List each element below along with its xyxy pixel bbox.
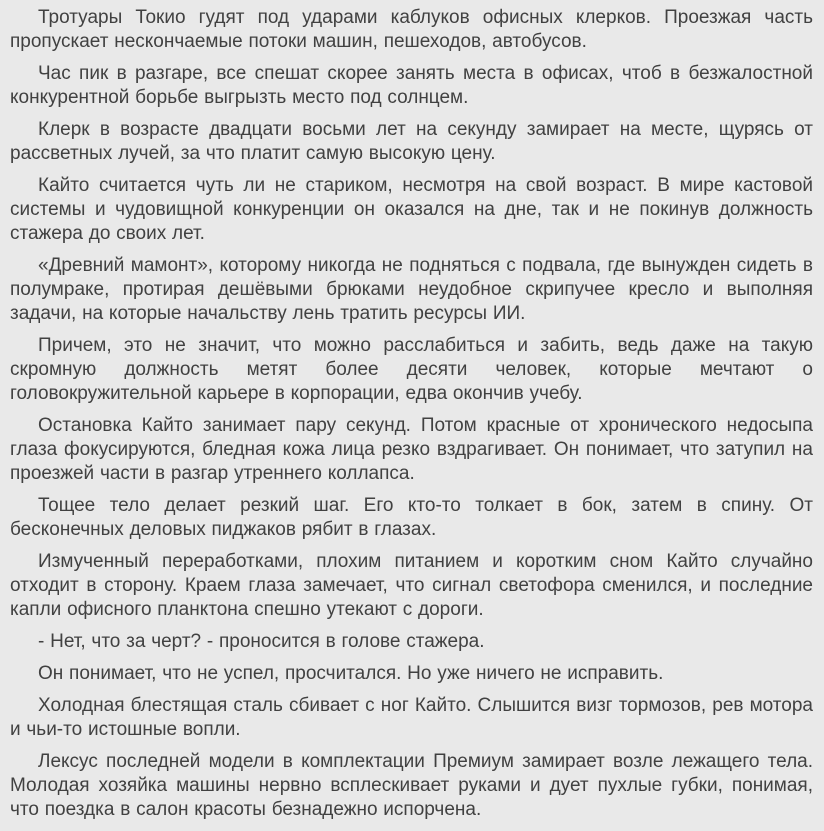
paragraph: Лексус последней модели в комплектации Премиум замирает возле лежащего тела. Молодая хозяйка машины нервно всплескивает руками и дует пухлые губки, понимая, что поездка в салон красоты безнадежно испорчена. [10,751,813,820]
paragraph: Тощее тело делает резкий шаг. Его кто-то толкает в бок, затем в спину. От бесконечных деловых пиджаков рябит в глазах. [10,495,813,540]
paragraph: Остановка Кайто занимает пару секунд. Потом красные от хронического недосыпа глаза фокусируются, бледная кожа лица резко вздрагивает. Он понимает, что затупил на проезжей части в разгар утреннего коллапса. [10,415,813,484]
paragraph: «Древний мамонт», которому никогда не подняться с подвала, где вынужден сидеть в полумраке, протирая дешёвыми брюками неудобное скрипучее кресло и выполняя задачи, на которые начальству лень тратить ресурсы ИИ. [10,255,813,324]
paragraph: Он понимает, что не успел, просчитался. Но уже ничего не исправить. [38,663,664,684]
paragraph: Тротуары Токио гудят под ударами каблуков офисных клерков. Проезжая часть пропускает нескончаемые потоки машин, пешеходов, автобусов. [10,7,813,52]
paragraph: Холодная блестящая сталь сбивает с ног Кайто. Слышится визг тормозов, рев мотора и чьи-то истошные вопли. [10,695,813,740]
paragraph: Кайто считается чуть ли не стариком, несмотря на свой возраст. В мире кастовой системы и чудовищной конкуренции он оказался на дне, так и не покинув должность стажера до своих лет. [10,175,813,244]
paragraph: - Нет, что за черт? - проносится в голове стажера. [38,631,485,652]
paragraph: Причем, это не значит, что можно расслабиться и забить, ведь даже на такую скромную должность метят более десяти человек, которые мечтают о головокружительной карьере в корпорации, едва окончив учебу. [10,335,813,404]
paragraph: Измученный переработками, плохим питанием и коротким сном Кайто случайно отходит в сторону. Краем глаза замечает, что сигнал светофора сменился, и последние капли офисного планктона спешно утекают с дороги. [10,551,813,620]
paragraph: Клерк в возрасте двадцати восьми лет на секунду замирает на месте, щурясь от рассветных лучей, за что платит самую высокую цену. [10,119,813,164]
paragraph: Час пик в разгаре, все спешат скорее занять места в офисах, чтоб в безжалостной конкурентной борьбе выгрызть место под солнцем. [10,63,813,108]
